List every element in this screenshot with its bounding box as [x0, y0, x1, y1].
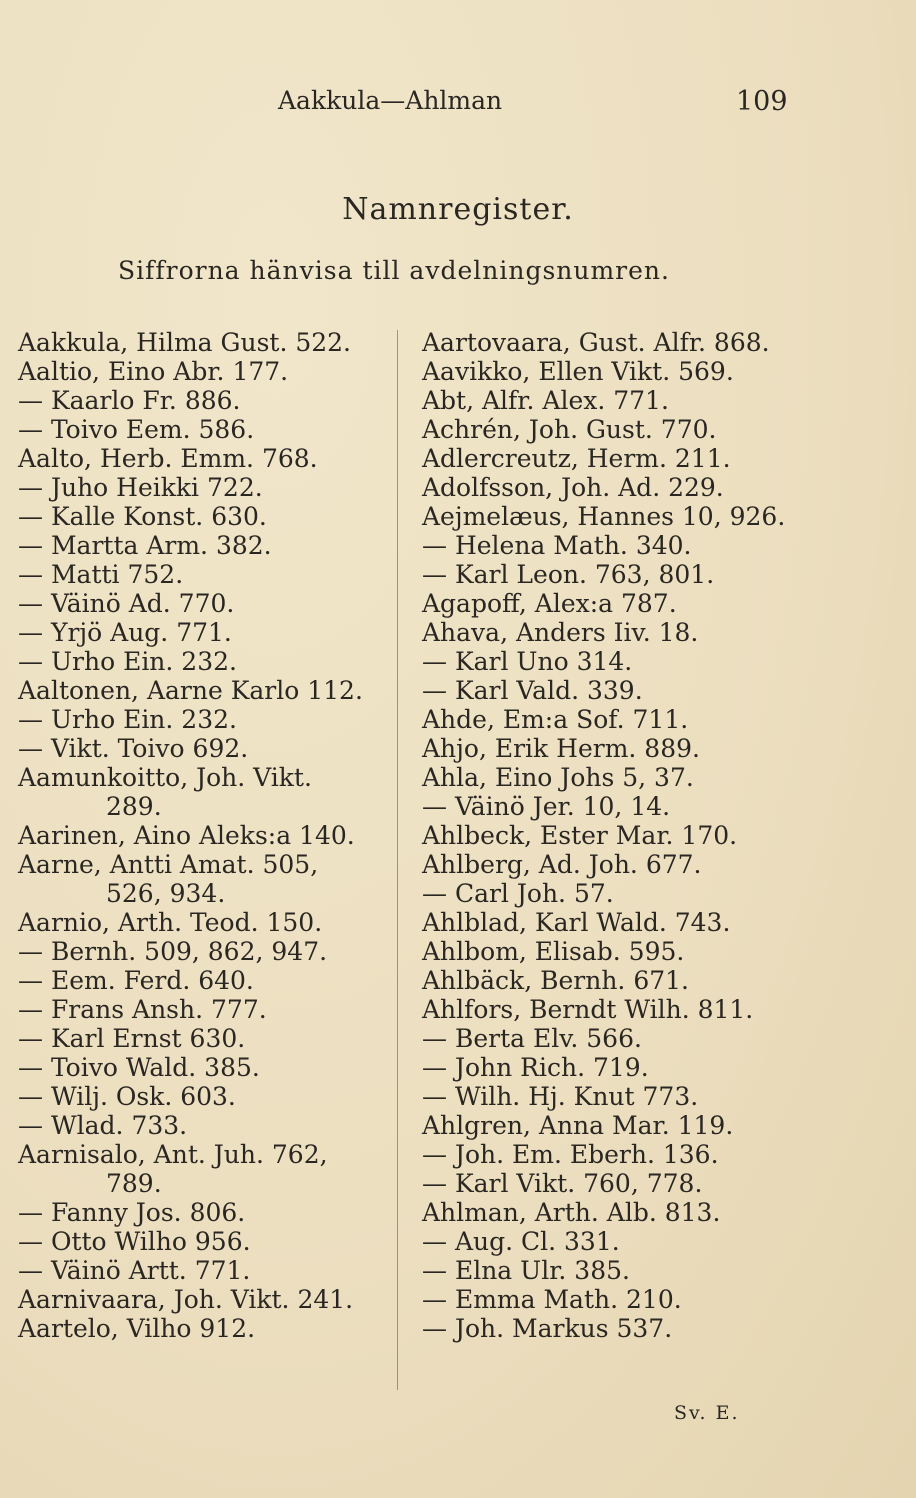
index-entry: Aaltio, Eino Abr. 177. — [18, 357, 289, 386]
index-entry: Ahlfors, Berndt Wilh. 811. — [422, 995, 754, 1024]
index-entry: — Bernh. 509, 862, 947. — [18, 937, 328, 966]
index-entry: Ahlbäck, Bernh. 671. — [422, 966, 689, 995]
index-entry: — Martta Arm. 382. — [18, 531, 272, 560]
index-entry: — Aug. Cl. 331. — [422, 1227, 620, 1256]
index-entry: — Helena Math. 340. — [422, 531, 692, 560]
index-entry: — Wilh. Hj. Knut 773. — [422, 1082, 699, 1111]
page-number: 109 — [736, 86, 788, 117]
index-entry: Aartovaara, Gust. Alfr. 868. — [422, 328, 770, 357]
index-entry: Ahlbeck, Ester Mar. 170. — [422, 821, 738, 850]
index-entry: — Toivo Wald. 385. — [18, 1053, 260, 1082]
index-entry: — Kaarlo Fr. 886. — [18, 386, 241, 415]
index-entry: Aalto, Herb. Emm. 768. — [18, 444, 318, 473]
footer-signature: Sv. E. — [674, 1402, 740, 1424]
index-entry: Ahlbom, Elisab. 595. — [422, 937, 685, 966]
index-entry: Aavikko, Ellen Vikt. 569. — [422, 357, 734, 386]
index-entry: Abt, Alfr. Alex. 771. — [422, 386, 669, 415]
index-entry: — Väinö Jer. 10, 14. — [422, 792, 671, 821]
index-entry: — John Rich. 719. — [422, 1053, 649, 1082]
index-entry: — Fanny Jos. 806. — [18, 1198, 246, 1227]
header-title: Aakkula—Ahlman — [278, 86, 503, 115]
index-entry: — Carl Joh. 57. — [422, 879, 614, 908]
index-entry: Aakkula, Hilma Gust. 522. — [18, 328, 352, 357]
index-entry: Adlercreutz, Herm. 211. — [422, 444, 731, 473]
index-entry: Aarnio, Arth. Teod. 150. — [18, 908, 323, 937]
index-entry: — Karl Leon. 763, 801. — [422, 560, 715, 589]
index-entry: — Yrjö Aug. 771. — [18, 618, 232, 647]
index-entry: Aamunkoitto, Joh. Vikt. — [18, 763, 312, 792]
index-entry: — Wlad. 733. — [18, 1111, 188, 1140]
index-entry: — Wilj. Osk. 603. — [18, 1082, 236, 1111]
index-entry: Ahlman, Arth. Alb. 813. — [422, 1198, 721, 1227]
page-subtitle: Siffrorna hänvisa till avdelningsnumren. — [118, 256, 670, 285]
index-entry: Aarne, Antti Amat. 505, — [18, 850, 319, 879]
index-entry: — Karl Vald. 339. — [422, 676, 643, 705]
index-entry: — Kalle Konst. 630. — [18, 502, 267, 531]
index-entry: — Otto Wilho 956. — [18, 1227, 251, 1256]
page-title: Namnregister. — [342, 192, 574, 227]
index-entry: Ahlgren, Anna Mar. 119. — [422, 1111, 734, 1140]
index-entry: — Joh. Markus 537. — [422, 1314, 673, 1343]
index-entry: Aarnisalo, Ant. Juh. 762, — [18, 1140, 328, 1169]
index-entry: Aarnivaara, Joh. Vikt. 241. — [18, 1285, 354, 1314]
index-entry: Ahla, Eino Johs 5, 37. — [422, 763, 694, 792]
index-entry: Aaltonen, Aarne Karlo 112. — [18, 676, 363, 705]
index-entry: 289. — [106, 792, 162, 821]
index-entry: — Frans Ansh. 777. — [18, 995, 267, 1024]
index-entry: Ahde, Em:a Sof. 711. — [422, 705, 689, 734]
index-entry: 526, 934. — [106, 879, 226, 908]
index-entry: — Elna Ulr. 385. — [422, 1256, 630, 1285]
index-entry: — Joh. Em. Eberh. 136. — [422, 1140, 719, 1169]
index-entry: Ahlberg, Ad. Joh. 677. — [422, 850, 702, 879]
index-entry: — Karl Uno 314. — [422, 647, 633, 676]
index-entry: Aejmelæus, Hannes 10, 926. — [422, 502, 786, 531]
index-entry: Aarinen, Aino Aleks:a 140. — [18, 821, 355, 850]
index-entry: — Juho Heikki 722. — [18, 473, 263, 502]
index-entry: — Urho Ein. 232. — [18, 705, 237, 734]
index-entry: — Eem. Ferd. 640. — [18, 966, 254, 995]
index-entry: 789. — [106, 1169, 162, 1198]
index-entry: — Väinö Ad. 770. — [18, 589, 235, 618]
index-entry: Achrén, Joh. Gust. 770. — [422, 415, 717, 444]
index-entry: — Vikt. Toivo 692. — [18, 734, 249, 763]
index-entry: — Väinö Artt. 771. — [18, 1256, 251, 1285]
index-entry: — Toivo Eem. 586. — [18, 415, 255, 444]
index-entry: — Emma Math. 210. — [422, 1285, 682, 1314]
index-entry: — Urho Ein. 232. — [18, 647, 237, 676]
index-entry: — Berta Elv. 566. — [422, 1024, 642, 1053]
index-entry: Ahjo, Erik Herm. 889. — [422, 734, 700, 763]
index-entry: — Karl Vikt. 760, 778. — [422, 1169, 703, 1198]
column-divider — [397, 330, 398, 1390]
index-entry: Ahlblad, Karl Wald. 743. — [422, 908, 731, 937]
index-entry: Adolfsson, Joh. Ad. 229. — [422, 473, 724, 502]
left-index-column — [18, 328, 380, 1343]
right-index-column — [422, 328, 802, 1343]
index-entry: — Matti 752. — [18, 560, 184, 589]
index-entry: Agapoff, Alex:a 787. — [422, 589, 677, 618]
index-entry: — Karl Ernst 630. — [18, 1024, 246, 1053]
index-entry: Aartelo, Vilho 912. — [18, 1314, 256, 1343]
index-entry: Ahava, Anders Iiv. 18. — [422, 618, 699, 647]
